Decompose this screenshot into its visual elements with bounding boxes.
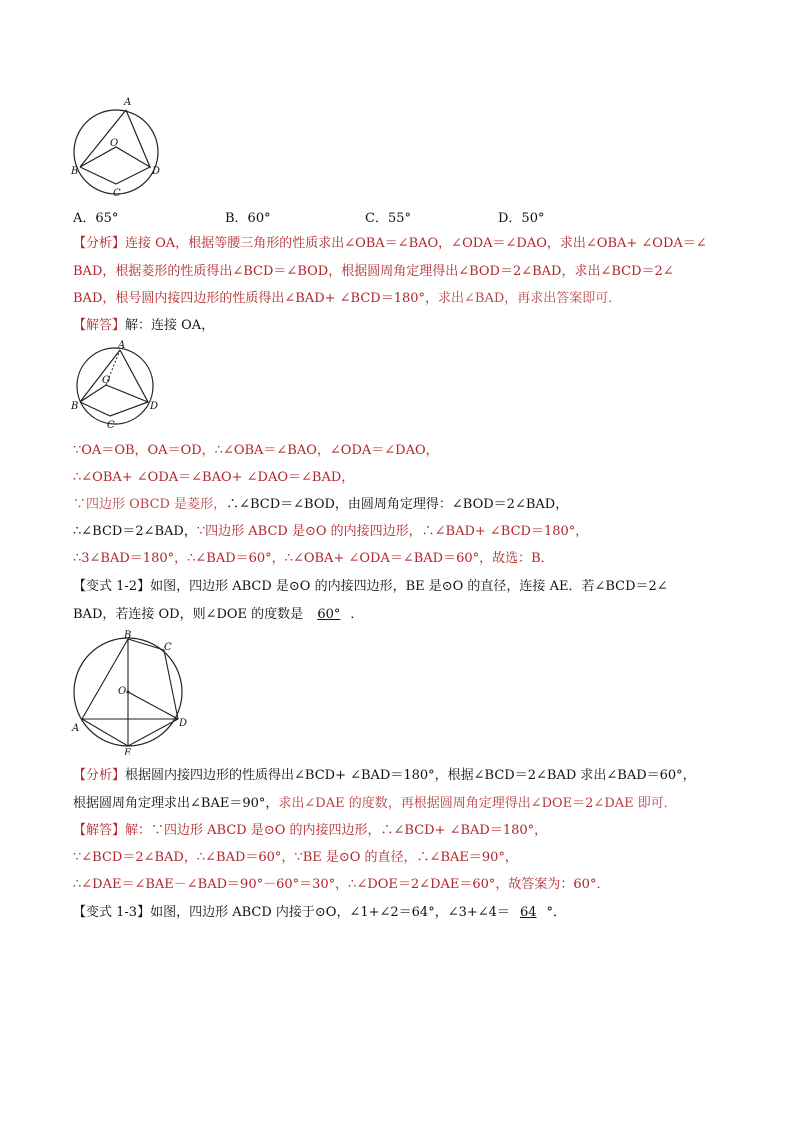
label-C: C bbox=[107, 420, 115, 431]
label-B: B bbox=[124, 630, 132, 641]
analysis1-line2: BAD，根据菱形的性质得出∠BCD＝∠BOD，根据圆周角定理得出∠BOD＝2∠BAD，求出∠BCD＝2∠ bbox=[73, 264, 674, 279]
variant12-line1 bbox=[73, 579, 668, 595]
variant12-answer: 60° bbox=[317, 607, 341, 622]
label-A: A bbox=[124, 97, 132, 108]
label-E: E bbox=[124, 748, 132, 755]
solution2-line1 bbox=[73, 823, 547, 839]
step1-line4b: ∵四边形 ABCD 是⊙O 的内接四边形，∴∠BAD+ ∠BCD＝180°， bbox=[196, 524, 589, 539]
analysis1-text3b: 求出∠BAD，再求出答案即可． bbox=[438, 291, 622, 306]
analysis-tag: 【分析】 bbox=[73, 236, 126, 251]
solution2-line3: ∴∠DAE＝∠BAE－∠BAD＝90°－60°＝30°，∴∠DOE＝2∠DAE＝60°，故答案为：60°． bbox=[73, 877, 610, 892]
step1-line4 bbox=[73, 524, 588, 540]
solution1-line bbox=[73, 318, 214, 334]
figure-circle-diameter bbox=[68, 630, 193, 755]
step1-line1: ∵OA＝OB，OA＝OD，∴∠OBA＝∠BAO，∠ODA＝∠DAO， bbox=[73, 443, 439, 458]
choice-b: B．60° bbox=[225, 211, 271, 226]
analysis1-text1: 连接 OA，根据等腰三角形的性质求出∠OBA＝∠BAO，∠ODA＝∠DAO，求出∠OBA+ ∠ODA＝∠ bbox=[125, 236, 707, 251]
variant13-tag: 【变式 1-3】 bbox=[73, 905, 151, 920]
analysis2-text1: 根据圆内接四边形的性质得出∠BCD+ ∠BAD＝180°，根据∠BCD＝2∠BAD 求出∠BAD＝60°， bbox=[125, 768, 696, 783]
label-B: B bbox=[71, 166, 79, 177]
step1-line2: ∴∠OBA+ ∠ODA＝∠BAO+ ∠DAO＝∠BAD， bbox=[73, 470, 355, 485]
chord-AE bbox=[82, 719, 128, 746]
solution2-tag: 【解答】 bbox=[73, 823, 126, 838]
analysis1-text3a: BAD，根号圆内接四边形的性质得出∠BAD+ ∠BCD＝180°， bbox=[73, 291, 439, 306]
label-D: D bbox=[152, 166, 161, 177]
segment-OD bbox=[128, 692, 178, 719]
variant12-text1: 如图，四边形 ABCD 是⊙O 的内接四边形，BE 是⊙O 的直径，连接 AE．若∠BCD＝2∠ bbox=[150, 579, 668, 594]
center-point bbox=[127, 691, 130, 694]
variant13-text: 如图，四边形 ABCD 内接于⊙O，∠1+∠2＝64°，∠3+∠4＝ bbox=[150, 905, 510, 920]
analysis2-tag: 【分析】 bbox=[73, 768, 126, 783]
figure-circle-rhombus-2 bbox=[68, 338, 168, 433]
lower-chords bbox=[80, 402, 148, 416]
variant13-answer: 64 bbox=[519, 905, 537, 920]
solution1-text: 解：连接 OA， bbox=[125, 318, 215, 333]
solution2-line2: ∵∠BCD＝2∠BAD，∴∠BAD＝60°，∵BE 是⊙O 的直径，∴∠BAE＝90°， bbox=[73, 850, 518, 865]
choice-d: D．50° bbox=[498, 211, 545, 226]
chord-ED bbox=[128, 719, 178, 746]
variant12-tag: 【变式 1-2】 bbox=[73, 579, 151, 594]
choice-a: A．65° bbox=[73, 211, 119, 226]
analysis2-line1 bbox=[73, 768, 696, 784]
step1-line5: ∴3∠BAD＝180°，∴∠BAD＝60°，∴∠OBA+ ∠ODA＝∠BAD＝60°，故选：B． bbox=[73, 551, 554, 566]
variant13-line bbox=[73, 905, 566, 921]
choice-c: C．55° bbox=[365, 211, 411, 226]
circle bbox=[77, 348, 153, 424]
variant13-end: °． bbox=[546, 905, 566, 920]
label-D: D bbox=[179, 718, 188, 729]
variant12-end: ． bbox=[350, 607, 364, 622]
step1-line4a: ∴∠BCD＝2∠BAD， bbox=[73, 524, 197, 539]
label-D: D bbox=[150, 401, 159, 412]
label-O: O bbox=[110, 138, 119, 149]
analysis1-line3 bbox=[73, 291, 621, 307]
label-A: A bbox=[118, 340, 126, 351]
solution2-text1: 解：∵四边形 ABCD 是⊙O 的内接四边形，∴∠BCD+ ∠BAD＝180°， bbox=[125, 823, 548, 838]
label-O: O bbox=[118, 686, 127, 697]
analysis2-text2a: 根据圆周角定理求出∠BAE＝90°， bbox=[73, 796, 279, 811]
label-B: B bbox=[71, 401, 79, 412]
analysis2-line2 bbox=[73, 796, 677, 812]
analysis2-text2b: 求出∠DAE 的度数，再根据圆周角定理得出∠DOE＝2∠DAE 即可． bbox=[278, 796, 677, 811]
variant12-line2 bbox=[73, 607, 363, 623]
label-O: O bbox=[102, 375, 111, 386]
step1-line3b: ∴∠BCD＝∠BOD，由圆周角定理得：∠BOD＝2∠BAD， bbox=[226, 497, 569, 512]
solution-tag: 【解答】 bbox=[73, 318, 126, 333]
lower-chords bbox=[80, 167, 150, 184]
step1-line3 bbox=[73, 497, 568, 513]
step1-line3a: ∵四边形 OBCD 是菱形， bbox=[73, 497, 227, 512]
analysis1-line1 bbox=[73, 236, 707, 252]
variant12-text2: BAD，若连接 OD，则∠DOE 的度数是 bbox=[73, 607, 304, 622]
label-C: C bbox=[164, 642, 172, 653]
figure-circle-rhombus-1 bbox=[68, 92, 168, 202]
label-C: C bbox=[113, 188, 121, 199]
label-A: A bbox=[72, 723, 80, 734]
